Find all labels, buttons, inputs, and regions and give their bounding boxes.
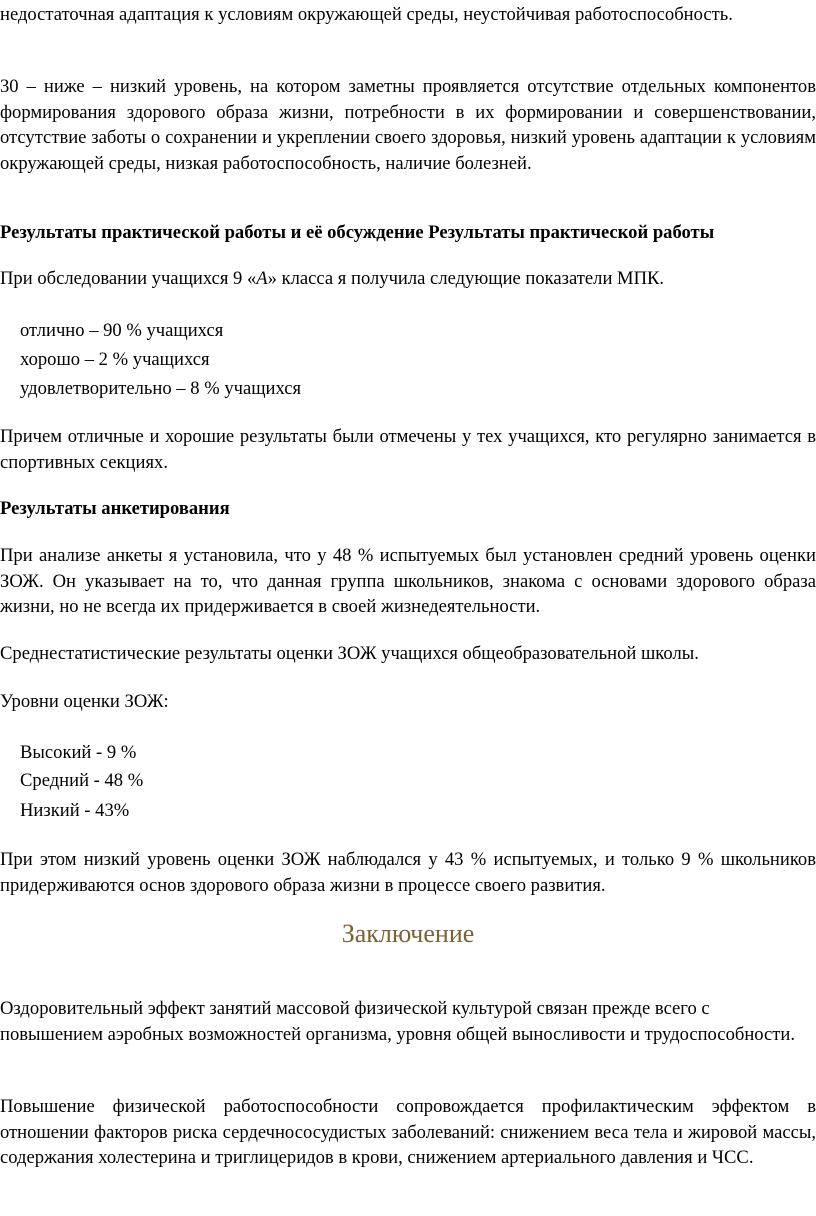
mpk-intro-class-letter: А	[256, 268, 268, 289]
paragraph-low-level-observed: При этом низкий уровень оценки ЗОЖ наблюдался у 43 % испытуемых, и только 9 % школьников придерживаются основ здорового образа жизни в процессе своего развития.	[0, 849, 816, 896]
mpk-intro-after: » класса я получила следующие показатели МПК.	[267, 268, 665, 289]
list-item-mpk-good: хорошо – 2 % учащихся	[20, 349, 210, 370]
section-heading-results: Результаты практической работы и её обсуждение Результаты практической работы	[0, 222, 715, 243]
mpk-intro-before: При обследовании учащихся 9 «	[0, 268, 257, 289]
paragraph-average-results: Среднестатистические результаты оценки ЗОЖ учащихся общеобразовательной школы.	[0, 643, 699, 664]
list-item-mpk-satisfactory: удовлетворительно – 8 % учащихся	[20, 378, 302, 399]
list-item-mpk-excellent: отлично – 90 % учащихся	[20, 320, 224, 341]
paragraph-physical-performance: Повышение физической работоспособности сопровождается профилактическим эффектом в отношении факторов риска сердечнососудистых заболеваний: снижением веса тела и жировой массы, содержания холестерина и триглицеридов в крови, снижением артериального давления и ЧСС.	[0, 1096, 816, 1168]
paragraph-levels-title: Уровни оценки ЗОЖ:	[0, 691, 169, 712]
paragraph-mpk-intro	[0, 266, 816, 292]
section-heading-survey: Результаты анкетирования	[0, 498, 230, 519]
paragraph-survey-analysis: При анализе анкеты я установила, что у 48 % испытуемых был установлен средний уровень оценки ЗОЖ. Он указывает на то, что данная группа школьников, знакома с основами здорового образа жизни, но не всегда их придерживается в своей жизнедеятельности.	[0, 545, 816, 617]
list-item-level-medium: Средний - 48 %	[20, 770, 144, 791]
list-item-level-low: Низкий - 43%	[20, 800, 130, 821]
paragraph-adaptation: недостаточная адаптация к условиям окружающей среды, неустойчивая работоспособность.	[0, 4, 733, 25]
paragraph-excellent-results: Причем отличные и хорошие результаты были отмечены у тех учащихся, кто регулярно занимается в спортивных секциях.	[0, 426, 816, 473]
conclusion-heading: Заключение	[341, 919, 475, 948]
paragraph-health-effect: Оздоровительный эффект занятий массовой физической культурой связан прежде всего с повышением аэробных возможностей организма, уровня общей выносливости и трудоспособности.	[0, 998, 796, 1045]
paragraph-low-level: 30 – ниже – низкий уровень, на котором заметны проявляется отсутствие отдельных компонентов формирования здорового образа жизни, потребности в их формировании и совершенствовании, отсутствие заботы о сохранении и укреплении своего здоровья, низкий уровень адаптации к условиям окружающей среды, низкая работоспособность, наличие болезней.	[0, 76, 816, 174]
list-item-level-high: Высокий - 9 %	[20, 742, 137, 763]
